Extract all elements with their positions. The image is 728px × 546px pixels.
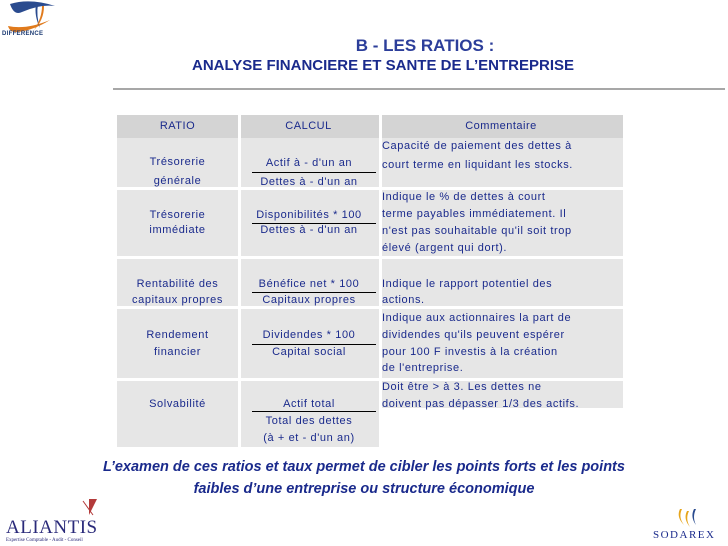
ratio-name-line: Trésorerie [149, 156, 206, 168]
comment-line: Indique aux actionnaires la part de [382, 312, 572, 324]
formula-numerator: Disponibilités * 100 [256, 209, 362, 221]
slide-caption [20, 456, 708, 500]
column-header-calcul: CALCUL [285, 120, 332, 132]
comment-line: pour 100 F investis à la création [382, 346, 558, 358]
ratio-name-line: Solvabilité [149, 398, 206, 410]
slide-title: B - LES RATIOS : [355, 36, 495, 55]
ratio-name-line: capitaux propres [132, 294, 223, 306]
comment-line: de l'entreprise. [382, 362, 464, 374]
column-header-ratio: RATIO [159, 120, 196, 132]
difference-logo-text: DIFFERENCE [2, 31, 44, 37]
comment-line: doivent pas dépasser 1/3 des actifs. [382, 398, 580, 410]
formula-numerator: Actif total [283, 398, 335, 410]
formula-denominator: Capitaux propres [262, 294, 356, 306]
comment-line: dividendes qu'ils peuvent espérer [382, 329, 565, 341]
ratio-name-line: financier [154, 346, 201, 358]
aliantis-logo-name: ALIANTIS [6, 517, 98, 538]
ratio-name-line: générale [153, 175, 202, 187]
formula-denominator: Capital social [272, 346, 346, 358]
comment-line: terme payables immédiatement. Il [382, 208, 567, 220]
aliantis-logo-tagline: Expertise Comptable - Audit - Conseil [6, 538, 83, 543]
formula-numerator: Actif à - d'un an [265, 157, 353, 169]
formula-denominator: Dettes à - d'un an [260, 224, 358, 236]
column-header-commentaire: Commentaire [465, 120, 537, 132]
formula-numerator: Bénéfice net * 100 [258, 278, 360, 290]
caption-line: L’examen de ces ratios et taux permet de cibler les points forts et les points [103, 459, 625, 475]
caption-line: faibles d’une entreprise ou structure économique [193, 481, 535, 497]
ratio-name-line: Rentabilité des [136, 278, 219, 290]
comment-line: Capacité de paiement des dettes à [382, 140, 572, 152]
comment-line: n'est pas souhaitable qu'il soit trop [382, 225, 572, 237]
comment-line: élevé (argent qui dort). [382, 242, 508, 254]
formula-denominator: Dettes à - d'un an [260, 176, 358, 188]
formula-numerator: Dividendes * 100 [262, 329, 356, 341]
table-header [117, 115, 623, 138]
title-divider [113, 88, 725, 90]
comment-line: court terme en liquidant les stocks. [382, 159, 573, 171]
ratios-table [117, 115, 623, 447]
ratio-name-line: Rendement [146, 329, 209, 341]
comment-line: Indique le rapport potentiel des [382, 278, 553, 290]
slide-subtitle: ANALYSE FINANCIERE ET SANTE DE L’ENTREPRISE [192, 57, 575, 74]
ratio-name-line: immédiate [149, 224, 206, 236]
formula-denominator: Total des dettes [265, 415, 353, 427]
comment-line: actions. [382, 294, 425, 306]
sodarex-logo-name: SODAREX [653, 529, 716, 541]
comment-line: Doit être > à 3. Les dettes ne [382, 381, 542, 393]
formula-denominator: (à + et - d'un an) [263, 432, 355, 444]
comment-line: Indique le % de dettes à court [382, 191, 546, 203]
ratio-name-line: Trésorerie [149, 209, 206, 221]
